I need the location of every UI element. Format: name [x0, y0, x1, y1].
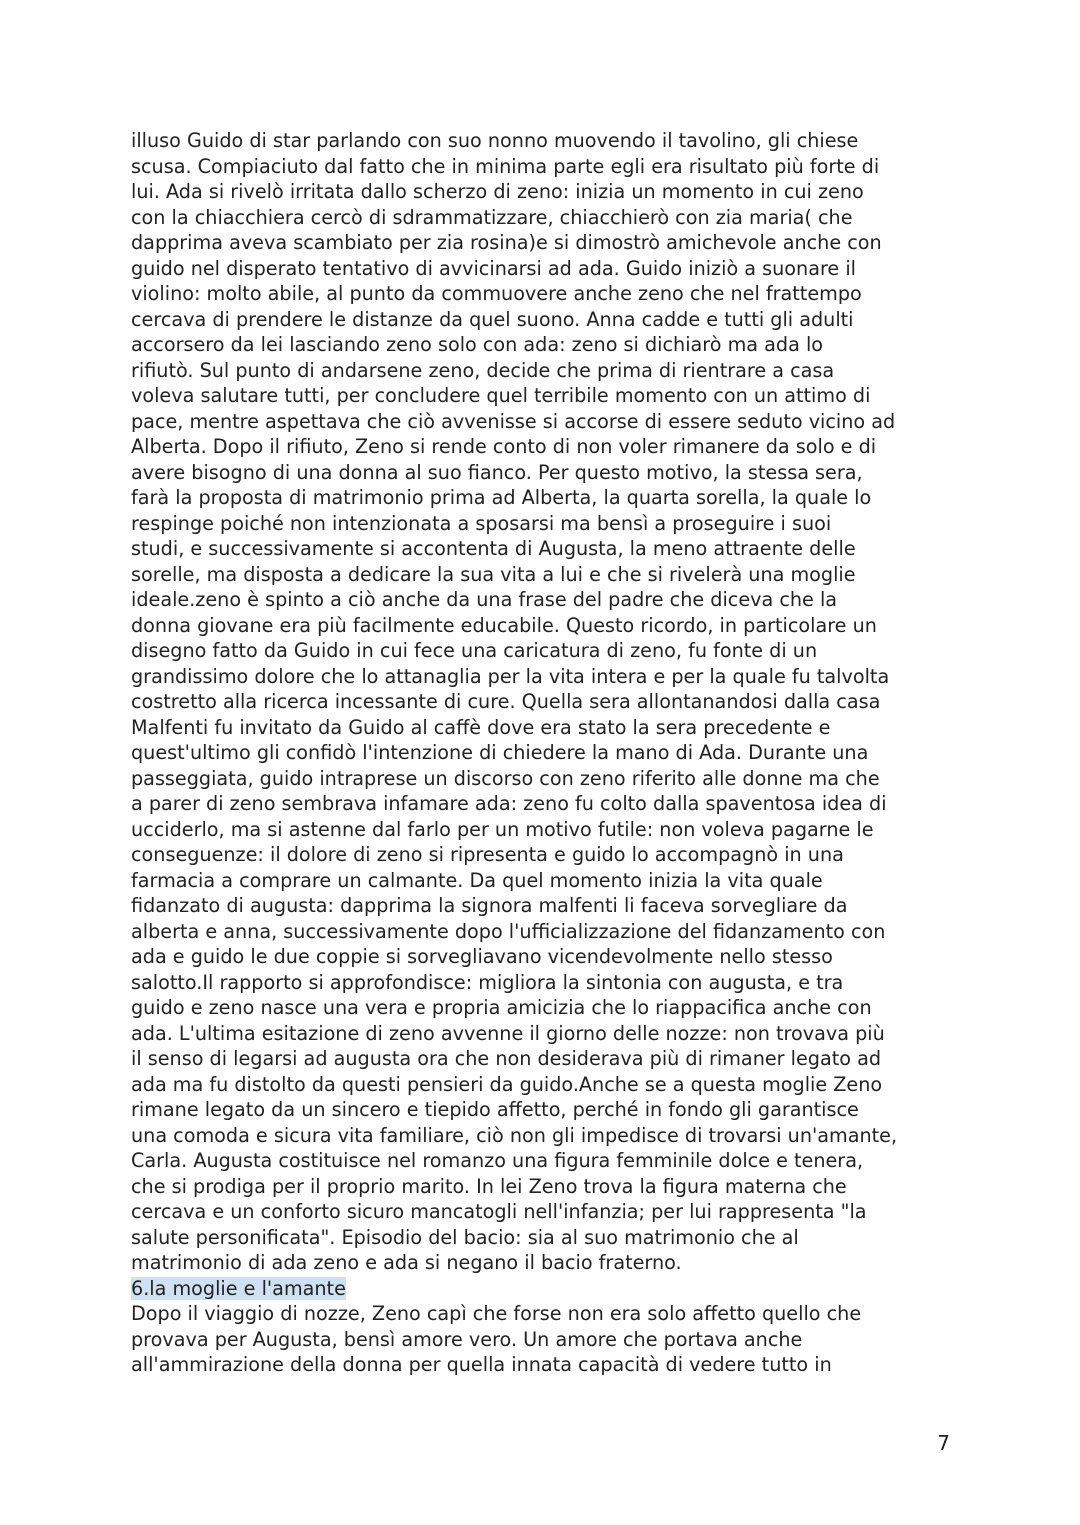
- text-line: illuso Guido di star parlando con suo nonno muovendo il tavolino, gli chiese: [131, 129, 859, 152]
- text-line: quest'ultimo gli confidò l'intenzione di chiedere la mano di Ada. Durante una: [131, 741, 869, 764]
- text-line: ucciderlo, ma si astenne dal farlo per un motivo futile: non voleva pagarne le: [131, 817, 874, 841]
- text-line: respinge poiché non intenzionata a sposarsi ma bensì a proseguire i suoi: [131, 511, 832, 535]
- text-line: cercava e un conforto sicuro mancatogli nell'infanzia; per lui rappresenta "la: [131, 1200, 867, 1223]
- paragraph-1: [131, 128, 953, 1276]
- text-line: salotto.Il rapporto si approfondisce: migliora la sintonia con augusta, e tra: [131, 970, 844, 994]
- text-line: accorsero da lei lasciando zeno solo con ada: zeno si dichiarò ma ada lo: [131, 333, 824, 356]
- text-line: studi, e successivamente si accontenta di Augusta, la meno attraente delle: [131, 537, 856, 560]
- text-line: alberta e anna, successivamente dopo l'ufficializzazione del fidanzamento con: [131, 919, 886, 943]
- text-line: costretto alla ricerca incessante di cure. Quella sera allontanandosi dalla casa: [131, 690, 881, 713]
- text-line: guido e zeno nasce una vera e propria amicizia che lo riappacifica anche con: [131, 996, 872, 1019]
- text-line: lui. Ada si rivelò irritata dallo scherzo di zeno: inizia un momento in cui zeno: [131, 180, 864, 203]
- text-line: violino: molto abile, al punto da commuovere anche zeno che nel frattempo: [131, 282, 862, 305]
- section-heading-line: [131, 1276, 953, 1302]
- text-line: guido nel disperato tentativo di avvicinarsi ad ada. Guido iniziò a suonare il: [131, 256, 857, 280]
- text-line: donna giovane era più facilmente educabile. Questo ricordo, in particolare un: [131, 613, 877, 637]
- text-line: grandissimo dolore che lo attanaglia per la vita intera e per la quale fu talvolta: [131, 664, 890, 688]
- text-line: a parer di zeno sembrava infamare ada: zeno fu colto dalla spaventosa idea di: [131, 792, 887, 815]
- paragraph-2: [131, 1301, 953, 1378]
- text-line: passeggiata, guido intraprese un discorso con zeno riferito alle donne ma che: [131, 766, 880, 790]
- section-heading: 6.la moglie e l'amante: [131, 1276, 346, 1300]
- text-line: una comoda e sicura vita familiare, ciò non gli impedisce di trovarsi un'amante,: [131, 1123, 898, 1147]
- text-line: matrimonio di ada zeno e ada si negano il bacio fraterno.: [131, 1251, 682, 1274]
- text-line: Alberta. Dopo il rifiuto, Zeno si rende conto di non voler rimanere da solo e di: [131, 435, 877, 458]
- text-line: rifiutò. Sul punto di andarsene zeno, decide che prima di rientrare a casa: [131, 358, 835, 382]
- text-line: con la chiacchiera cercò di sdrammatizzare, chiacchierò con zia maria( che: [131, 205, 853, 229]
- text-line: ada. L'ultima esitazione di zeno avvenne il giorno delle nozze: non trovava più: [131, 1021, 885, 1045]
- text-line: ada e guido le due coppie si sorvegliavano vicendevolmente nello stesso: [131, 945, 833, 968]
- text-line: farmacia a comprare un calmante. Da quel momento inizia la vita quale: [131, 868, 823, 892]
- text-line: avere bisogno di una donna al suo fianco. Per questo motivo, la stessa sera,: [131, 460, 863, 484]
- text-line: Malfenti fu invitato da Guido al caffè dove era stato la sera precedente e: [131, 715, 831, 739]
- text-line: provava per Augusta, bensì amore vero. Un amore che portava anche: [131, 1327, 803, 1351]
- text-line: all'ammirazione della donna per quella innata capacità di vedere tutto in: [131, 1353, 832, 1376]
- text-line: scusa. Compiaciuto dal fatto che in minima parte egli era risultato più forte di: [131, 154, 880, 178]
- text-line: Carla. Augusta costituisce nel romanzo una figura femminile dolce e tenera,: [131, 1149, 864, 1172]
- page-number: 7: [937, 1431, 950, 1455]
- text-line: farà la proposta di matrimonio prima ad Alberta, la quarta sorella, la quale lo: [131, 486, 872, 509]
- text-line: dapprima aveva scambiato per zia rosina)e si dimostrò amichevole anche con: [131, 231, 882, 254]
- text-line: fidanzato di augusta: dapprima la signora malfenti li faceva sorvegliare da: [131, 894, 848, 917]
- text-line: salute personificata". Episodio del bacio: sia al suo matrimonio che al: [131, 1225, 799, 1249]
- text-line: sorelle, ma disposta a dedicare la sua vita a lui e che si rivelerà una moglie: [131, 562, 856, 586]
- page-body: [131, 128, 953, 1378]
- text-line: rimane legato da un sincero e tiepido affetto, perché in fondo gli garantisce: [131, 1098, 859, 1121]
- text-line: il senso di legarsi ad augusta ora che non desiderava più di rimaner legato ad: [131, 1047, 882, 1070]
- text-line: voleva salutare tutti, per concludere quel terribile momento con un attimo di: [131, 384, 871, 407]
- text-line: Dopo il viaggio di nozze, Zeno capì che forse non era solo affetto quello che: [131, 1302, 862, 1325]
- text-line: disegno fatto da Guido in cui fece una caricatura di zeno, fu fonte di un: [131, 639, 818, 662]
- text-line: che si prodiga per il proprio marito. In lei Zeno trova la figura materna che: [131, 1174, 847, 1198]
- text-line: cercava di prendere le distanze da quel suono. Anna cadde e tutti gli adulti: [131, 307, 854, 331]
- text-line: conseguenze: il dolore di zeno si ripresenta e guido lo accompagnò in una: [131, 843, 844, 866]
- text-line: ideale.zeno è spinto a ciò anche da una frase del padre che diceva che la: [131, 588, 838, 611]
- text-line: ada ma fu distolto da questi pensieri da guido.Anche se a questa moglie Zeno: [131, 1072, 883, 1096]
- text-line: pace, mentre aspettava che ciò avvenisse si accorse di essere seduto vicino ad: [131, 409, 896, 433]
